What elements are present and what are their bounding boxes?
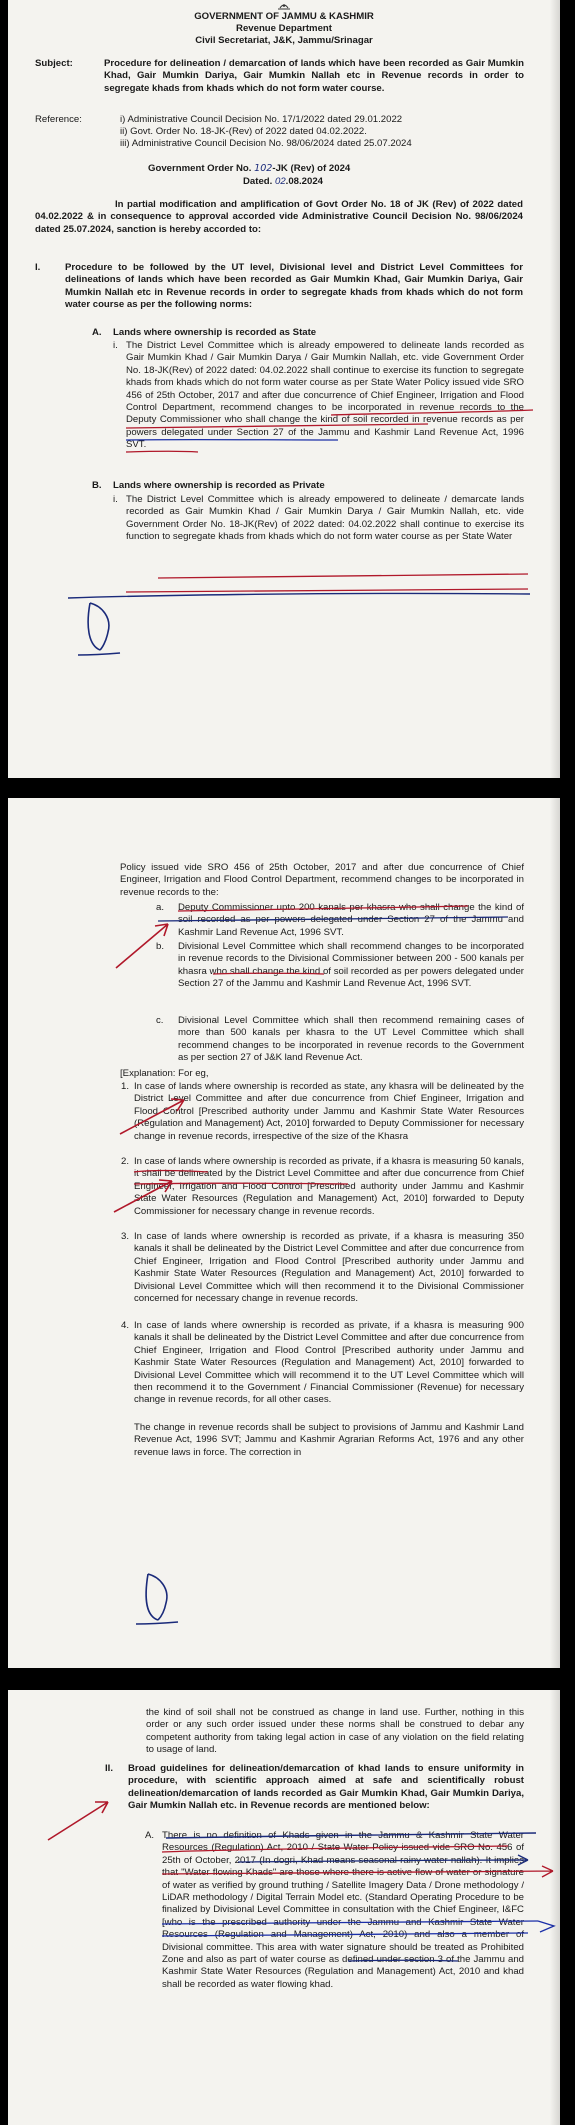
sub-a-item-text: The District Level Committee which is already empowered to delineate lands recorded as Gair Mumkin Khad / Gair Mumkin Darya / Gair Mumkin Nallah, etc. vide Government Order No. 18-JK(Rev) of 2022 dated: 04.02.2022 shall continue to exercise its function to segregate khads from khads which do not form water course as per State Water Policy issued vide SRO 456 of 25th October, 2017 and after due concurrence of Chief Engineer, Irrigation and Flood Control Department, recommend changes to be incorporated in revenue records to the Deputy Commissioner who shall change the kind of soil recorded in revenue records as per powers delegated under Section 27 of the Jammu and Kashmir Land Revenue Act, 1996 SVT. xyxy=(126,340,524,451)
reference-label: Reference: xyxy=(35,114,82,125)
reference-3: iii) Administrative Council Decision No. 98/06/2024 dated 25.07.2024 xyxy=(120,138,412,149)
sub-b-item-number: i. xyxy=(113,494,118,505)
section-1-number: I. xyxy=(35,262,41,273)
section-2-number: II. xyxy=(105,1763,113,1774)
example-1-text: In case of lands where ownership is recorded as state, any khasra will be delineated by the District Level Committee and after due concurrence from Chief Engineer, Irrigation and Flood Control [Prescribed authority under Jammu and Kashmir State Water Resources (Regulation and Management) Act, 2010] forwarded to Deputy Commissioner for necessary change in revenue records, irrespective of the size of the Khasra xyxy=(134,1081,524,1142)
arrow-annotation-4 xyxy=(48,1802,108,1840)
item-a-number: a. xyxy=(156,902,165,913)
example-4-text: In case of lands where ownership is recorded as private, if a khasra is measuring 900 kanals it shall be delineated by the District Level Committee and after due concurrence from Chief Engineer, Irrigation and Flood Control [Prescribed authority under Jammu and Kashmir State Water Resources (Regulation and Management) Act, 2010] forwarded to Divisional Level Committee which will recommend it to the UT Level Committee which will then recommend it to the Government / Financial Commissioner (Revenue) for necessary change in revenue records, for all other cases. xyxy=(134,1320,524,1406)
example-1-number: 1. xyxy=(121,1081,130,1092)
emblem-icon xyxy=(276,2,292,10)
subject-text: Procedure for delineation / demarcation of lands which have been recorded as Gair Mumkin Khad, Gair Mumkin Dariya, Gair Mumkin Nallah etc in Revenue records in order to segregate khads from khads which do not form water course. xyxy=(104,58,524,94)
sub-b-item-text: The District Level Committee which is already empowered to delineate / demarcate lands recorded as Gair Mumkin Khad / Gair Mumkin Darya / Gair Mumkin Nallah, etc. vide Government Order No. 18-JK(Rev) of 2022 dated: 04.02.2022 shall continue to exercise its function to segregate khads from khads which do not form water course as per State Water xyxy=(126,494,524,543)
header-department: Revenue Department xyxy=(236,23,332,34)
change-in-records-paragraph: The change in revenue records shall be subject to provisions of Jammu and Kashmir Land Revenue Act, 1996 SVT; Jammu and Kashmir Agrarian Reforms Act, 1976 and any other revenue laws in force. The correction in xyxy=(134,1422,524,1458)
page-3-continuation: the kind of soil shall not be construed as change in land use. Further, nothing in this order or any such order issued under these norms shall be construed to debar any competent authority from taking legal action in case of any violation on the field relating to usage of land. xyxy=(146,1707,524,1756)
section-1-title: Procedure to be followed by the UT level, Divisional level and District Level Committees for delineations of lands which have been recorded as Gair Mumkin Khad, Gair Mumkin Dariya, Gair Mumkin Nallah etc in Revenue records in order to segregate khads from khads which do not form water course as per the following norms: xyxy=(65,262,523,311)
subject-label: Subject: xyxy=(35,58,73,69)
signature-initial-1 xyxy=(78,603,120,655)
reference-2: ii) Govt. Order No. 18-JK-(Rev) of 2022 dated 04.02.2022. xyxy=(120,126,367,137)
explanation-label: [Explanation: For eg, xyxy=(120,1068,209,1079)
example-3-number: 3. xyxy=(121,1231,130,1242)
header-secretariat: Civil Secretariat, J&K, Jammu/Srinagar xyxy=(195,35,373,46)
item-c-text: Divisional Level Committee which shall then recommend remaining cases of more than 500 kanals per khasra to the UT Level Committee which shall recommend changes to be incorporated in revenue records to the Government as per section 27 of J&K land Revenue Act. xyxy=(178,1015,524,1064)
example-4-number: 4. xyxy=(121,1320,130,1331)
item-c-number: c. xyxy=(156,1015,164,1026)
order-date: Dated. 02.08.2024 xyxy=(243,176,324,187)
header-government: GOVERNMENT OF JAMMU & KASHMIR xyxy=(194,11,374,22)
sub-b-number: B. xyxy=(92,480,102,491)
document-page-2 xyxy=(8,798,560,1668)
order-number: Government Order No. 102-JK (Rev) of 2024 xyxy=(148,163,351,174)
sub-a-number: A. xyxy=(92,327,102,338)
document-page-3 xyxy=(8,1690,560,2125)
page-2-continuation: Policy issued vide SRO 456 of 25th October, 2017 and after due concurrence of Chief Engineer, Irrigation and Flood Control Department, recommend changes to be incorporated in revenue records to the: xyxy=(120,862,524,898)
sub-a-item-number: i. xyxy=(113,340,118,351)
example-2-text: In case of lands where ownership is recorded as private, if a khasra is measuring 50 kanals, it shall be delineated by the District Level Committee and after due concurrence from Chief Engineer, Irrigation and Flood Control [Prescribed authority under Jammu and Kashmir State Water Resources (Regulation and Management) Act, 2010] forwarded to Deputy Commissioner for necessary change in revenue records. xyxy=(134,1156,524,1217)
item-b-text: Divisional Level Committee which shall recommend changes to be incorporated in revenue records to the Divisional Commissioner between 200 - 500 kanals per khasra who shall change the kind of soil recorded as per powers delegated under Section 27 of the Jammu and Kashmir Land Revenue Act, 1996 SVT. xyxy=(178,941,524,990)
guideline-a-text: There is no definition of Khads given in the Jammu & Kashmir State Water Resources (Regulation) Act, 2010 / State Water Policy issued vide SRO No. 456 of 25th of October, 2017 (In dogri, Khad means seasonal rainy water nallah). It implies that "Water flowing Khads" are those where there is active flow of water or signature of water as verified by ground truthing / Satellite Imagery Data / Drone methodology / LiDAR methodology / Digital Terrain Model etc. (Standard Operating Procedure to be finalized by Divisional Level Committee in consultation with the Chief Engineer, I&FC [who is the prescribed authority under the Jammu and Kashmir State Water Resources (Regulation and Management) Act, 2010) and also a member of Divisional committee. This area with water signature should be treated as Prohibited Zone and also as part of water course as defined under section 3 of the Jammu and Kashmir State Water Resources (Regulation and Management) Act, 2010 and khad shall be recorded as water flowing khad. xyxy=(162,1830,524,1990)
intro-paragraph: In partial modification and amplification of Govt Order No. 18 of JK (Rev) of 2022 dated 04.02.2022 & in consequence to approval accorded vide Administrative Council Decision No. 98/06/2024 dated 25.07.2024, sanction is hereby accorded to: xyxy=(35,199,523,235)
guideline-a-number: A. xyxy=(145,1830,155,1841)
document-page-1 xyxy=(8,0,560,778)
example-2-number: 2. xyxy=(121,1156,130,1167)
item-a-text: Deputy Commissioner upto 200 kanals per khasra who shall change the kind of soil recorded as per powers delegated under Section 27 of the Jammu and Kashmir Land Revenue Act, 1996 SVT. xyxy=(178,902,524,938)
signature-initial-2 xyxy=(136,1574,178,1624)
section-2-title: Broad guidelines for delineation/demarcation of khad lands to ensure uniformity in procedure, with scientific approach aimed at safe and scientifically robust delineation/demarcation of lands recorded as Gair Mumkin Khad, Gair Mumkin Dariya, Gair Mumkin Nallah etc. in Revenue records are mentioned below: xyxy=(128,1763,524,1812)
sub-a-title: Lands where ownership is recorded as State xyxy=(113,327,317,338)
example-3-text: In case of lands where ownership is recorded as private, if a khasra is measuring 350 kanals it shall be delineated by the District Level Committee and after due concurrence from Chief Engineer, Irrigation and Flood Control [Prescribed authority under Jammu and Kashmir State Water Resources (Regulation and Management) Act, 2010] forwarded to Divisional Level Committee which will then recommend it to the Divisional Commissioner concerned for necessary change in revenue records. xyxy=(134,1231,524,1305)
item-b-number: b. xyxy=(156,941,165,952)
sub-b-title: Lands where ownership is recorded as Private xyxy=(113,480,325,491)
reference-1: i) Administrative Council Decision No. 17/1/2022 dated 29.01.2022 xyxy=(120,114,403,125)
